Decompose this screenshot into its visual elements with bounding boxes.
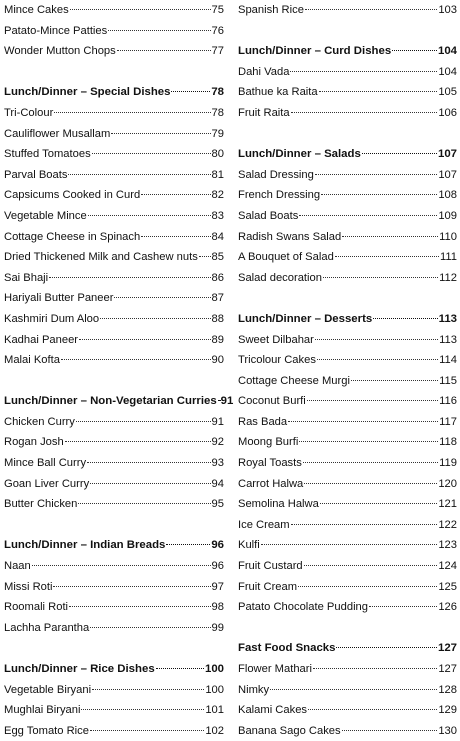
page-number: 98 — [211, 601, 224, 614]
dot-leader — [166, 544, 210, 545]
entry-title: Royal Toasts — [238, 457, 302, 470]
entry-title: Dried Thickened Milk and Cashew nuts — [4, 251, 198, 264]
page-number: 104 — [437, 45, 457, 58]
dot-leader — [218, 400, 220, 401]
entry-title: Cottage Cheese Murgi — [238, 374, 350, 387]
section-gap — [4, 515, 224, 536]
toc-entry — [4, 474, 224, 495]
page-number: 95 — [211, 498, 224, 511]
dot-leader — [323, 277, 438, 278]
dot-leader — [68, 174, 210, 175]
page-number: 117 — [439, 415, 457, 428]
entry-title: Rogan Josh — [4, 436, 64, 449]
dot-leader — [315, 339, 438, 340]
page-number: 83 — [211, 209, 224, 222]
page-number: 101 — [205, 704, 224, 717]
dot-leader — [319, 91, 438, 92]
toc-entry — [4, 721, 224, 741]
page-number: 86 — [211, 271, 224, 284]
page-number: 122 — [438, 518, 457, 531]
page-number: 116 — [439, 395, 457, 408]
page-number: 96 — [211, 560, 224, 573]
section-heading-title: Lunch/Dinner – Desserts — [238, 312, 373, 325]
page-number: 75 — [211, 4, 224, 16]
toc-entry — [4, 432, 224, 453]
toc-entry — [4, 494, 224, 515]
toc-entry — [4, 165, 224, 186]
toc-entry — [238, 103, 457, 124]
dot-leader — [92, 153, 211, 154]
page-number: 92 — [211, 436, 224, 449]
section-heading-title: Lunch/Dinner – Salads — [238, 148, 361, 161]
toc-entry — [238, 62, 457, 83]
dot-leader — [307, 400, 438, 401]
dot-leader — [317, 359, 438, 360]
dot-leader — [369, 606, 437, 607]
entry-title: Parval Boats — [4, 168, 68, 181]
toc-entry — [238, 659, 457, 680]
page-number: 114 — [439, 354, 457, 367]
entry-title: Kashmiri Dum Aloo — [4, 312, 100, 325]
page-number: 109 — [438, 209, 457, 222]
entry-title: Fruit Cream — [238, 580, 298, 593]
dot-leader — [141, 194, 210, 195]
entry-title: Butter Chicken — [4, 498, 78, 511]
dot-leader — [61, 359, 211, 360]
page-number: 124 — [438, 560, 457, 573]
entry-title: Salad Boats — [238, 209, 299, 222]
page-number: 82 — [211, 189, 224, 202]
page-number: 118 — [439, 436, 457, 449]
toc-entry — [4, 330, 224, 351]
toc-entry — [4, 309, 224, 330]
dot-leader — [78, 503, 210, 504]
dot-leader — [76, 421, 211, 422]
toc-entry — [238, 391, 457, 412]
entry-title: A Bouquet of Salad — [238, 251, 334, 264]
toc-entry — [4, 247, 224, 268]
dot-leader — [111, 133, 210, 134]
entry-title: Egg Tomato Rice — [4, 724, 89, 737]
dot-leader — [88, 215, 211, 216]
dot-leader — [69, 606, 211, 607]
toc-entry — [4, 350, 224, 371]
page-number: 102 — [205, 724, 224, 737]
dot-leader — [54, 112, 210, 113]
right-column — [238, 0, 457, 741]
page-number: 97 — [211, 580, 224, 593]
page-number: 106 — [438, 106, 457, 119]
section-heading — [238, 309, 457, 330]
toc-entry — [4, 700, 224, 721]
page-number: 94 — [211, 477, 224, 490]
dot-leader — [305, 9, 437, 10]
entry-title: Carrot Halwa — [238, 477, 304, 490]
entry-title: Spanish Rice — [238, 4, 304, 16]
section-heading-title: Lunch/Dinner – Indian Breads — [4, 539, 166, 552]
section-heading-title: Lunch/Dinner – Non-Vegetarian Curries — [4, 395, 217, 408]
dot-leader — [291, 112, 438, 113]
entry-title: French Dressing — [238, 189, 321, 202]
entry-title: Fruit Raita — [238, 106, 290, 119]
page-number: 113 — [438, 312, 457, 325]
toc-entry — [238, 597, 457, 618]
entry-title: Salad decoration — [238, 271, 322, 284]
page-number: 77 — [211, 45, 224, 58]
dot-leader — [313, 668, 437, 669]
page-number: 96 — [211, 539, 224, 552]
dot-leader — [304, 483, 437, 484]
toc-entry — [4, 21, 224, 42]
page-number: 84 — [211, 230, 224, 243]
dot-leader — [373, 318, 437, 319]
page-number: 78 — [211, 106, 224, 119]
dot-leader — [291, 524, 438, 525]
entry-title: Sweet Dilbahar — [238, 333, 314, 346]
entry-title: Mince Ball Curry — [4, 457, 87, 470]
toc-entry — [238, 535, 457, 556]
page-number: 85 — [211, 251, 224, 264]
toc-entry — [4, 41, 224, 62]
toc-entry — [4, 206, 224, 227]
toc-entry — [238, 556, 457, 577]
page-number: 87 — [211, 292, 224, 305]
entry-title: Stuffed Tomatoes — [4, 148, 91, 161]
toc-entry — [238, 577, 457, 598]
dot-leader — [79, 339, 211, 340]
page-number: 119 — [439, 457, 457, 470]
toc-entry — [4, 556, 224, 577]
entry-title: Bathue ka Raita — [238, 86, 318, 99]
page-number: 100 — [205, 683, 224, 696]
dot-leader — [32, 565, 211, 566]
page-number: 103 — [438, 4, 457, 16]
toc-entry — [238, 721, 457, 741]
toc-entry — [4, 144, 224, 165]
dot-leader — [392, 50, 437, 51]
toc-entry — [238, 453, 457, 474]
entry-title: Capsicums Cooked in Curd — [4, 189, 141, 202]
page-number: 91 — [220, 395, 234, 408]
toc-entry — [4, 618, 224, 639]
page-number: 99 — [211, 621, 224, 634]
toc-entry — [4, 0, 224, 21]
entry-title: Banana Sago Cakes — [238, 724, 341, 737]
toc-entry — [238, 494, 457, 515]
section-heading-title: Fast Food Snacks — [238, 642, 336, 655]
page-number: 76 — [211, 24, 224, 37]
section-gap — [238, 21, 457, 42]
dot-leader — [362, 153, 437, 154]
page-number: 127 — [437, 642, 457, 655]
section-heading-title: Lunch/Dinner – Curd Dishes — [238, 45, 392, 58]
dot-leader — [156, 668, 204, 669]
entry-title: Coconut Burfi — [238, 395, 306, 408]
entry-title: Ice Cream — [238, 518, 290, 531]
dot-leader — [299, 215, 437, 216]
page-number: 121 — [438, 498, 457, 511]
page-number: 91 — [211, 415, 224, 428]
entry-title: Salad Dressing — [238, 168, 314, 181]
page-number: 112 — [439, 271, 457, 284]
entry-title: Dahi Vada — [238, 65, 290, 78]
dot-leader — [335, 256, 439, 257]
dot-leader — [321, 194, 437, 195]
entry-title: Vegetable Biryani — [4, 683, 92, 696]
entry-title: Mince Cakes — [4, 4, 69, 16]
toc-entry — [4, 124, 224, 145]
page-number: 113 — [439, 333, 457, 346]
dot-leader — [270, 689, 437, 690]
dot-leader — [65, 441, 211, 442]
page-number: 90 — [211, 354, 224, 367]
entry-title: Nimky — [238, 683, 270, 696]
page-number: 104 — [438, 65, 457, 78]
dot-leader — [81, 709, 204, 710]
toc-entry — [4, 103, 224, 124]
page-number: 126 — [438, 601, 457, 614]
dot-leader — [141, 236, 210, 237]
dot-leader — [90, 730, 204, 731]
dot-leader — [342, 730, 438, 731]
page-number: 107 — [438, 168, 457, 181]
entry-title: Patato Chocolate Pudding — [238, 601, 368, 614]
entry-title: Tricolour Cakes — [238, 354, 316, 367]
dot-leader — [199, 256, 211, 257]
section-heading — [4, 82, 224, 103]
toc-entry — [4, 185, 224, 206]
entry-title: Missi Roti — [4, 580, 53, 593]
dot-leader — [108, 30, 210, 31]
entry-title: Ras Bada — [238, 415, 288, 428]
entry-title: Kadhai Paneer — [4, 333, 79, 346]
page-number: 88 — [211, 312, 224, 325]
section-gap — [238, 618, 457, 639]
dot-leader — [299, 441, 438, 442]
entry-title: Goan Liver Curry — [4, 477, 90, 490]
dot-leader — [87, 462, 210, 463]
dot-leader — [90, 483, 210, 484]
entry-title: Lachha Parantha — [4, 621, 90, 634]
dot-leader — [304, 565, 438, 566]
section-heading — [4, 391, 234, 412]
dot-leader — [92, 689, 204, 690]
dot-leader — [315, 174, 437, 175]
left-column — [4, 0, 234, 741]
toc-entry — [238, 432, 457, 453]
page-number: 78 — [211, 86, 224, 99]
dot-leader — [90, 627, 210, 628]
entry-title: Naan — [4, 560, 31, 573]
page-number: 115 — [439, 374, 457, 387]
dot-leader — [70, 9, 211, 10]
dot-leader — [288, 421, 438, 422]
toc-entry — [238, 474, 457, 495]
dot-leader — [351, 380, 438, 381]
section-heading — [4, 659, 224, 680]
toc-entry — [238, 700, 457, 721]
page-number: 81 — [211, 168, 224, 181]
page-number: 125 — [438, 580, 457, 593]
entry-title: Kalami Cakes — [238, 704, 308, 717]
toc-entry — [4, 597, 224, 618]
entry-title: Wonder Mutton Chops — [4, 45, 116, 58]
page-number: 107 — [437, 148, 457, 161]
entry-title: Cauliflower Musallam — [4, 127, 111, 140]
section-heading-title: Lunch/Dinner – Special Dishes — [4, 86, 171, 99]
entry-title: Chicken Curry — [4, 415, 75, 428]
entry-title: Hariyali Butter Paneer — [4, 292, 114, 305]
dot-leader — [49, 277, 210, 278]
section-heading — [4, 535, 224, 556]
section-heading — [238, 41, 457, 62]
entry-title: Vegetable Mince — [4, 209, 87, 222]
toc-entry — [4, 412, 224, 433]
page-number: 110 — [439, 230, 457, 243]
entry-title: Fruit Custard — [238, 560, 303, 573]
toc-entry — [238, 680, 457, 701]
toc-entry — [4, 268, 224, 289]
toc-entry — [238, 0, 457, 21]
entry-title: Kulfi — [238, 539, 260, 552]
toc-entry — [238, 206, 457, 227]
dot-leader — [171, 91, 210, 92]
entry-title: Moong Burfi — [238, 436, 299, 449]
toc-entry — [238, 165, 457, 186]
dot-leader — [320, 503, 437, 504]
entry-title: Semolina Halwa — [238, 498, 319, 511]
dot-leader — [261, 544, 438, 545]
toc-entry — [238, 227, 457, 248]
toc-entry — [4, 288, 224, 309]
entry-title: Roomali Roti — [4, 601, 69, 614]
entry-title: Malai Kofta — [4, 354, 60, 367]
dot-leader — [114, 297, 210, 298]
page-number: 128 — [438, 683, 457, 696]
toc-entry — [4, 453, 224, 474]
page-number: 129 — [438, 704, 457, 717]
page-number: 123 — [438, 539, 457, 552]
entry-title: Tri-Colour — [4, 106, 54, 119]
entry-title: Patato-Mince Patties — [4, 24, 108, 37]
dot-leader — [336, 647, 437, 648]
toc-entry — [4, 680, 224, 701]
entry-title: Flower Mathari — [238, 663, 312, 675]
page-number: 80 — [211, 148, 224, 161]
section-gap — [4, 638, 224, 659]
toc-entry — [238, 330, 457, 351]
toc-entry — [238, 185, 457, 206]
toc-entry — [238, 371, 457, 392]
page-number: 111 — [439, 251, 457, 264]
page-number: 130 — [438, 724, 457, 737]
dot-leader — [100, 318, 210, 319]
page-number: 127 — [438, 663, 457, 675]
page-number: 105 — [438, 86, 457, 99]
entry-title: Sai Bhaji — [4, 271, 49, 284]
toc-entry — [4, 227, 224, 248]
page-number: 93 — [211, 457, 224, 470]
section-gap — [4, 62, 224, 83]
toc-entry — [4, 577, 224, 598]
toc-entry — [238, 247, 457, 268]
toc-entry — [238, 350, 457, 371]
toc-entry — [238, 515, 457, 536]
dot-leader — [290, 71, 437, 72]
entry-title: Radish Swans Salad — [238, 230, 342, 243]
section-heading — [238, 144, 457, 165]
entry-title: Mughlai Biryani — [4, 704, 81, 717]
entry-title: Cottage Cheese in Spinach — [4, 230, 141, 243]
toc-entry — [238, 412, 457, 433]
page-number: 89 — [211, 333, 224, 346]
page-number: 108 — [438, 189, 457, 202]
page-number: 120 — [438, 477, 457, 490]
section-gap — [238, 124, 457, 145]
page-number: 100 — [204, 663, 224, 675]
section-gap — [238, 288, 457, 309]
section-heading-title: Lunch/Dinner – Rice Dishes — [4, 663, 155, 675]
dot-leader — [303, 462, 438, 463]
page-number: 79 — [211, 127, 224, 140]
section-gap — [4, 371, 224, 392]
dot-leader — [53, 586, 210, 587]
dot-leader — [308, 709, 437, 710]
dot-leader — [117, 50, 211, 51]
section-heading — [238, 638, 457, 659]
dot-leader — [298, 586, 437, 587]
toc-entry — [238, 268, 457, 289]
dot-leader — [342, 236, 438, 237]
toc-entry — [238, 82, 457, 103]
